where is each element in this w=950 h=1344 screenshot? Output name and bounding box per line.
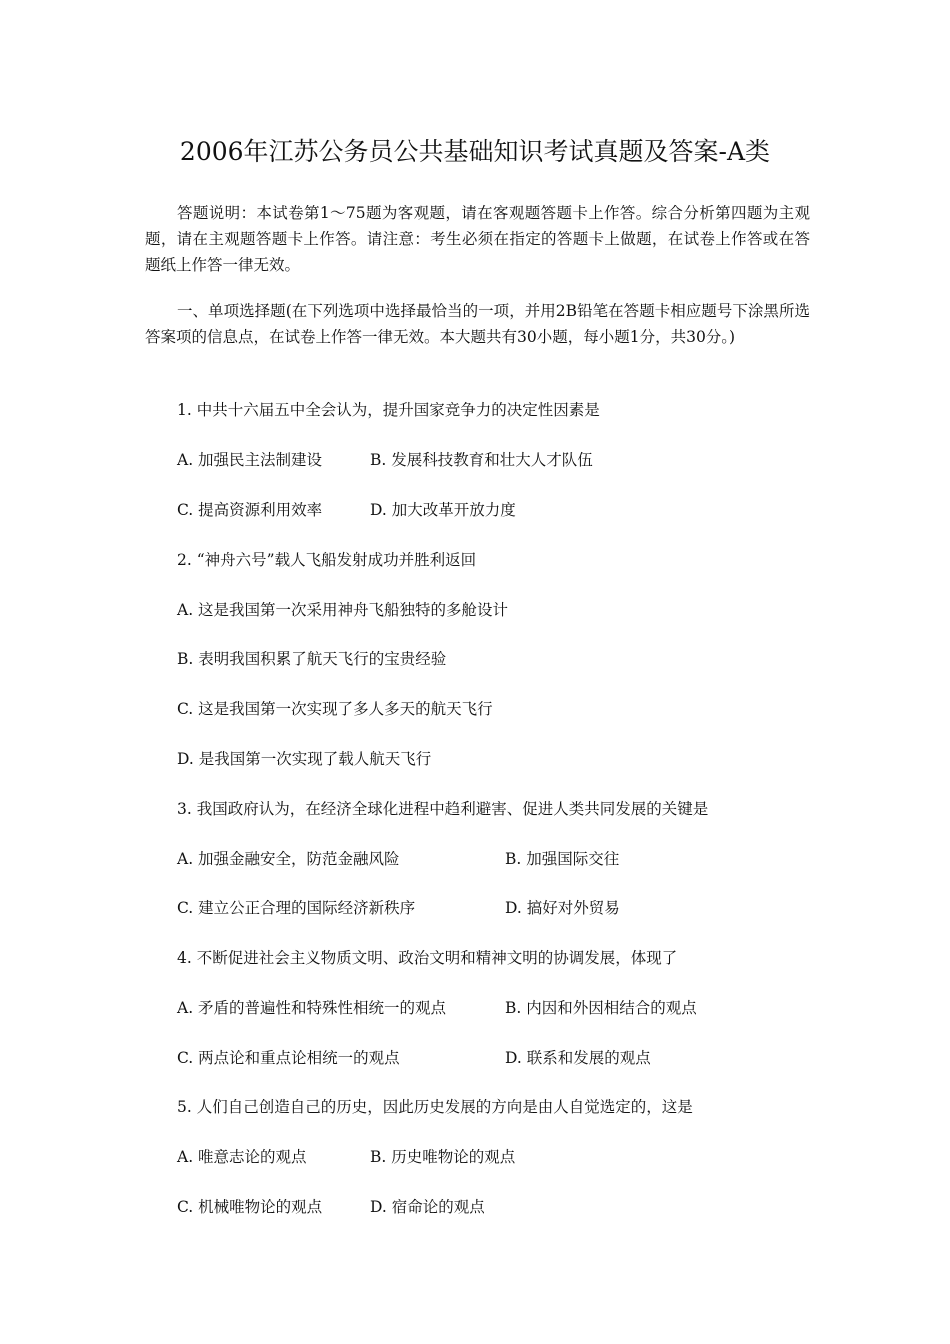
question-3-option-d: D. 搞好对外贸易 — [505, 899, 620, 917]
question-5-option-c: C. 机械唯物论的观点 — [177, 1198, 323, 1216]
question-3-option-a: A. 加强金融安全，防范金融风险 — [177, 850, 400, 868]
question-2-option-a: A. 这是我国第一次采用神舟飞船独特的多舱设计 — [177, 601, 509, 619]
question-1-stem: 1. 中共十六届五中全会认为，提升国家竞争力的决定性因素是 — [177, 401, 600, 419]
question-1-option-a: A. 加强民主法制建设 — [177, 451, 323, 469]
question-1-option-c: C. 提高资源利用效率 — [177, 501, 323, 519]
question-4-option-a: A. 矛盾的普遍性和特殊性相统一的观点 — [177, 999, 447, 1017]
question-5-option-d: D. 宿命论的观点 — [370, 1198, 485, 1216]
question-4-stem: 4. 不断促进社会主义物质文明、政治文明和精神文明的协调发展，体现了 — [177, 949, 678, 967]
question-3-option-c: C. 建立公正合理的国际经济新秩序 — [177, 899, 416, 917]
page-title: 2006年江苏公务员公共基础知识考试真题及答案-A类 — [179, 137, 771, 166]
question-3-option-b: B. 加强国际交往 — [505, 850, 620, 868]
question-3-stem: 3. 我国政府认为，在经济全球化进程中趋利避害、促进人类共同发展的关键是 — [177, 800, 709, 818]
section-heading: 一、单项选择题(在下列选项中选择最恰当的一项，并用2B铅笔在答题卡相应题号下涂黑所选答案项的信息点，在试卷上作答一律无效。本大题共有30小题，每小题1分，共30分。) — [145, 302, 810, 346]
question-5-stem: 5. 人们自己创造自己的历史，因此历史发展的方向是由人自觉选定的，这是 — [177, 1098, 693, 1116]
question-1-option-b: B. 发展科技教育和壮大人才队伍 — [370, 451, 593, 469]
question-2-option-d: D. 是我国第一次实现了载人航天飞行 — [177, 750, 432, 768]
question-1-option-d: D. 加大改革开放力度 — [370, 501, 516, 519]
question-2-stem: 2. “神舟六号”载人飞船发射成功并胜利返回 — [177, 551, 477, 569]
question-4-option-d: D. 联系和发展的观点 — [505, 1049, 651, 1067]
question-2-option-c: C. 这是我国第一次实现了多人多天的航天飞行 — [177, 700, 493, 718]
question-5-option-a: A. 唯意志论的观点 — [177, 1148, 307, 1166]
instructions-paragraph: 答题说明：本试卷第1～75题为客观题，请在客观题答题卡上作答。综合分析第四题为主观题，请在主观题答题卡上作答。请注意：考生必须在指定的答题卡上做题，在试卷上作答或在答题纸上作答一律无效。 — [145, 204, 810, 274]
question-4-option-c: C. 两点论和重点论相统一的观点 — [177, 1049, 400, 1067]
question-4-option-b: B. 内因和外因相结合的观点 — [505, 999, 697, 1017]
question-2-option-b: B. 表明我国积累了航天飞行的宝贵经验 — [177, 650, 447, 668]
question-5-option-b: B. 历史唯物论的观点 — [370, 1148, 516, 1166]
